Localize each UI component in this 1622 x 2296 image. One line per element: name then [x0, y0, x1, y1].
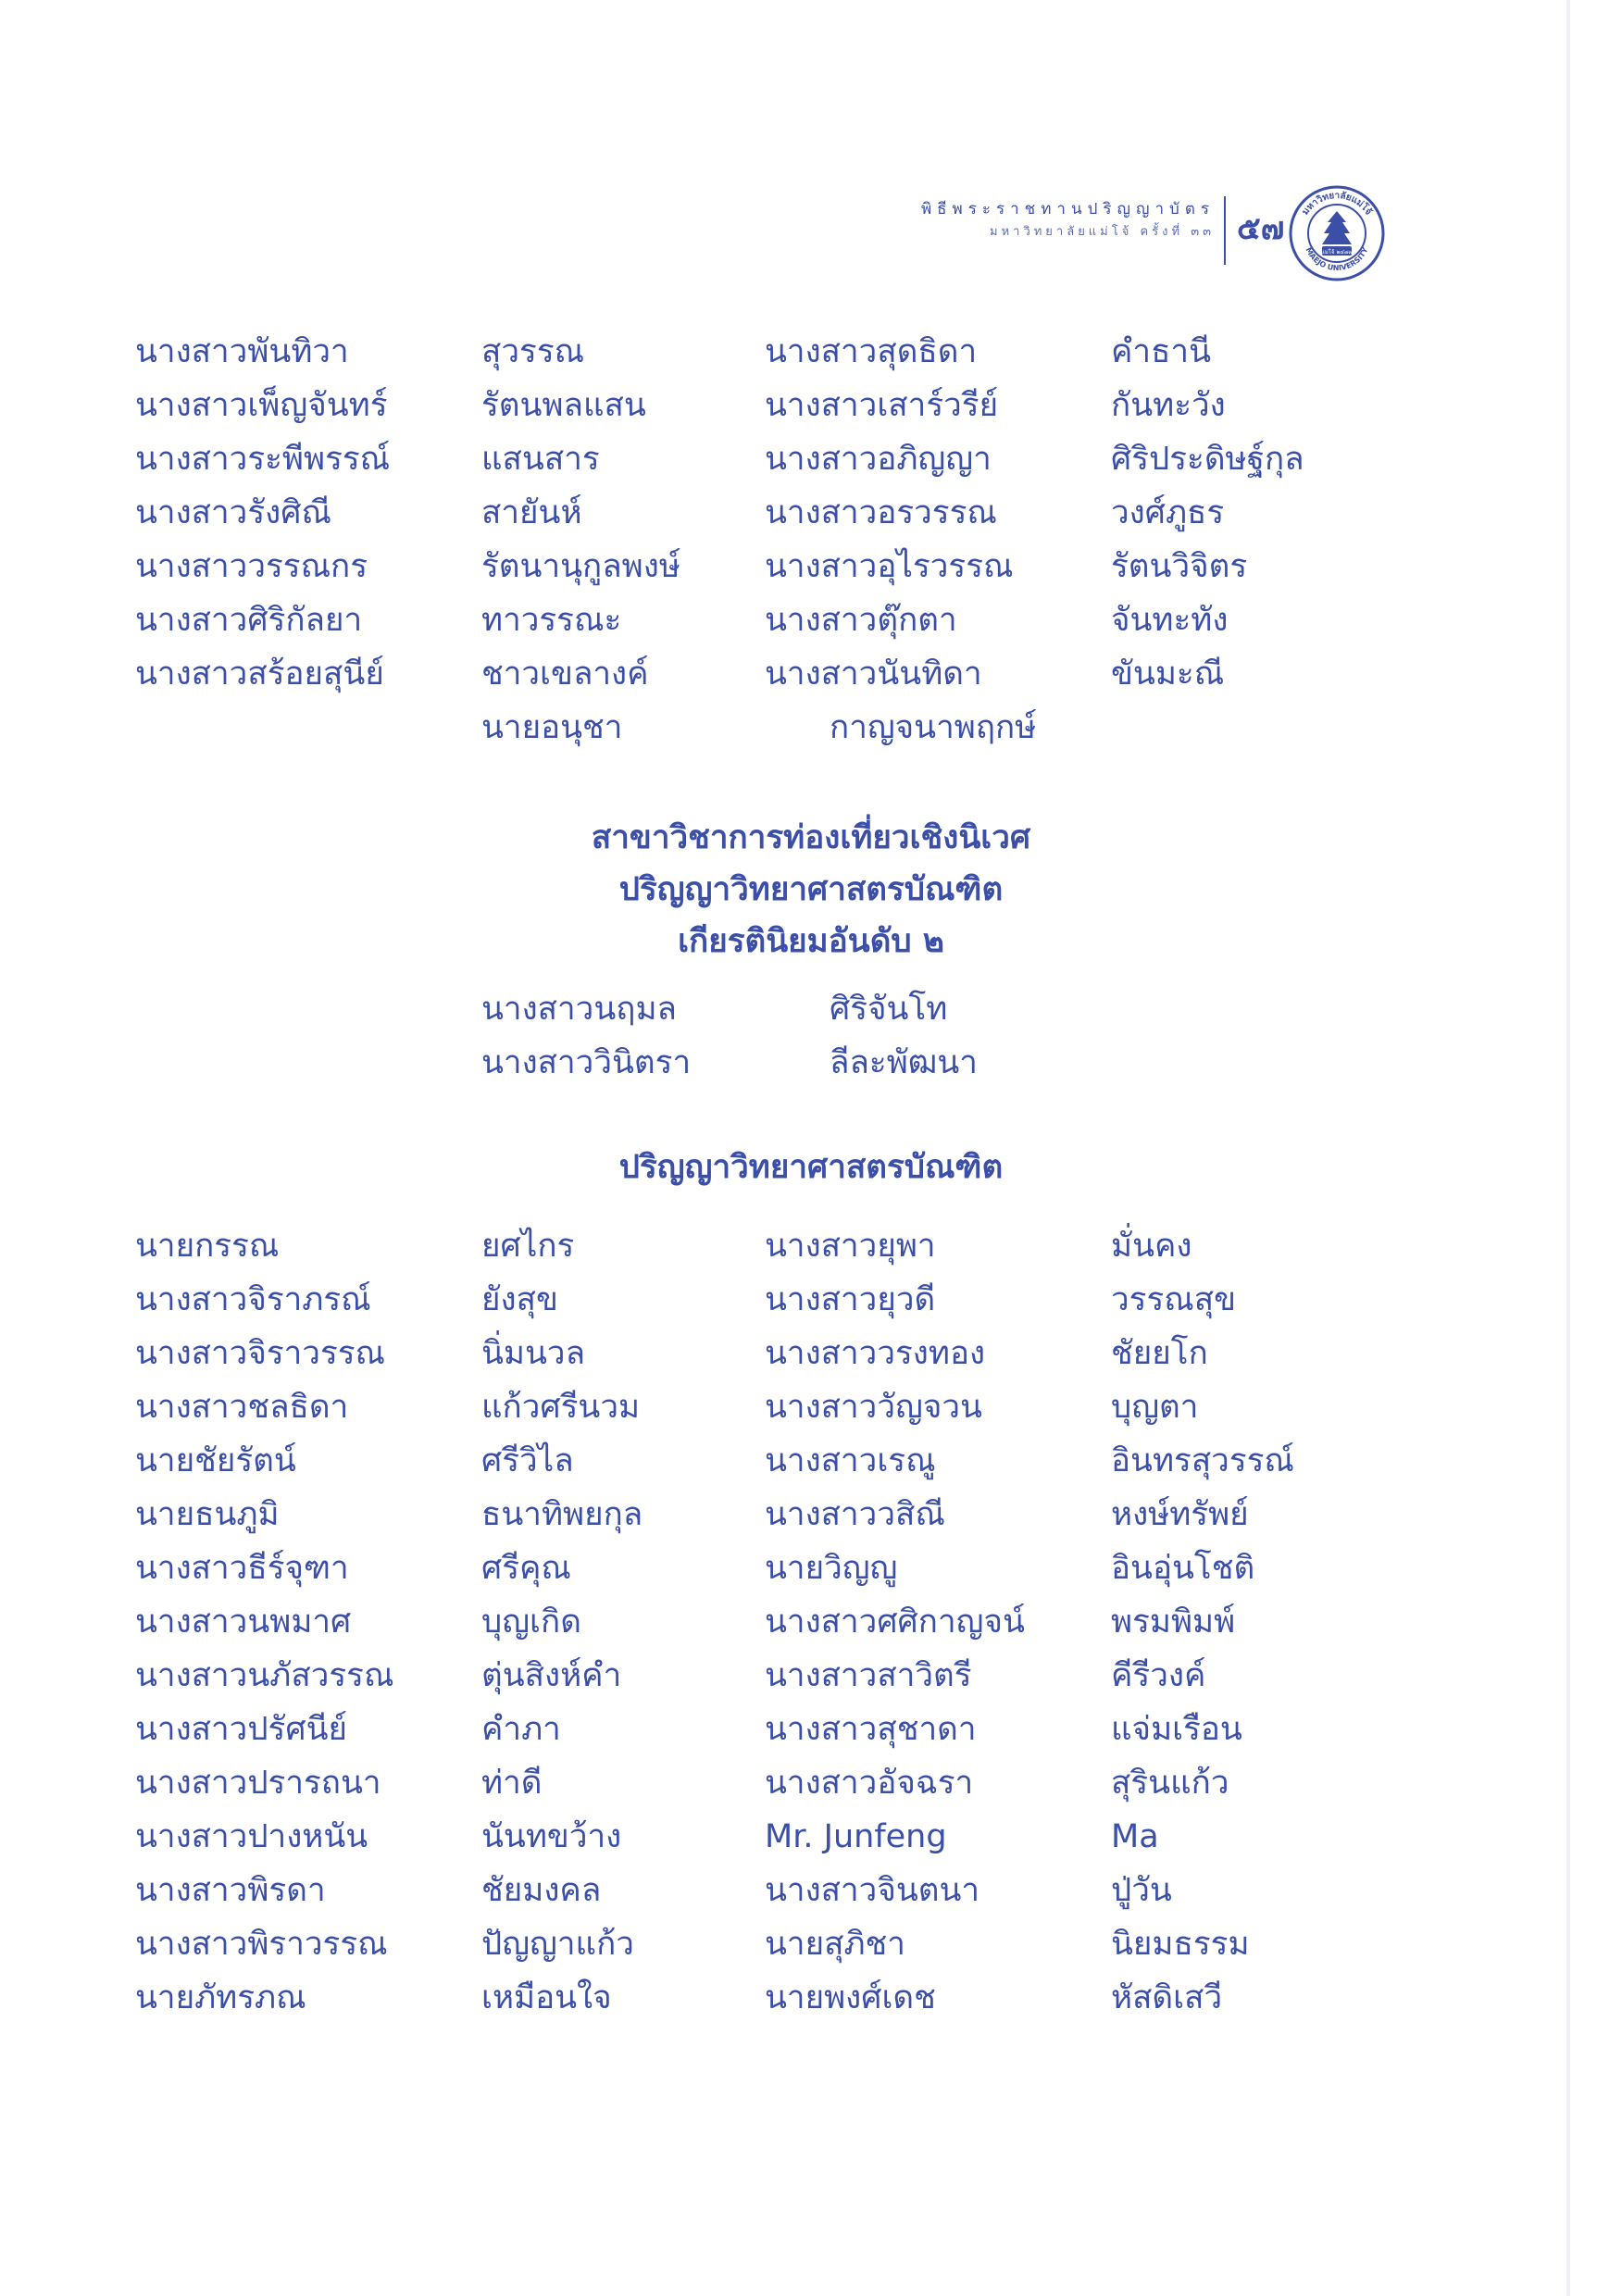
first-name: นางสาวอรวรรณ	[765, 494, 997, 531]
last-name: ศิริประดิษฐ์กุล	[1111, 441, 1304, 478]
first-name: นางสาวจินตนา	[765, 1872, 980, 1909]
last-name: นิยมธรรม	[1111, 1926, 1250, 1963]
first-name: นางสาวนภัสวรรณ	[135, 1657, 394, 1694]
first-name: นางสาวจิราภรณ์	[135, 1281, 371, 1318]
first-name: นางสาวธีร์จุฑา	[135, 1550, 349, 1587]
first-name: นางสาวปรารถนา	[135, 1765, 381, 1802]
last-name: เหมือนใจ	[481, 1979, 612, 2016]
first-name: นางสาววินิตรา	[481, 1044, 692, 1081]
first-name: นางสาวศศิกาญจน์	[765, 1603, 1025, 1641]
seal-text-bottom: MAEJO UNIVERSITY	[1304, 245, 1370, 273]
first-name: นางสาวสุชาดา	[765, 1711, 977, 1748]
seal-text-top: มหาวิทยาลัยแม่โจ้	[1300, 190, 1374, 218]
first-name: นางสาวอัจฉรา	[765, 1765, 974, 1802]
last-name: หัสดิเสวี	[1111, 1979, 1223, 2016]
last-name: สุรินแก้ว	[1111, 1765, 1229, 1802]
first-name: นางสาวนฤมล	[481, 991, 677, 1028]
last-name: ศรีวิไล	[481, 1442, 574, 1479]
last-name: ปู่วัน	[1111, 1872, 1172, 1909]
ceremony-header	[921, 196, 1215, 243]
first-name: นายสุภิชา	[765, 1926, 905, 1963]
last-name: ลีละพัฒนา	[830, 1044, 978, 1081]
seal-center-text: แม่โจ้ ๒๔๗๗	[1321, 249, 1353, 256]
last-name: ท่าดี	[481, 1765, 543, 1802]
last-name: สุวรรณ	[481, 333, 585, 370]
first-name: นางสาวสาวิตรี	[765, 1657, 972, 1694]
last-name: จันทะทัง	[1111, 602, 1229, 639]
ceremony-subtitle: มหาวิทยาลัยแม่โจ้ ครั้งที่ ๓๓	[990, 225, 1215, 239]
first-name: นางสาววรงทอง	[765, 1335, 986, 1372]
degree-heading-regular: ปริญญาวิทยาศาสตรบัณฑิต	[618, 1149, 1004, 1186]
last-name: คำธานี	[1111, 333, 1212, 370]
first-name: นางสาววสิณี	[765, 1496, 945, 1533]
last-name: แจ่มเรือน	[1111, 1711, 1242, 1748]
last-name: ปัญญาแก้ว	[481, 1926, 634, 1963]
last-name: มั่นคง	[1111, 1228, 1192, 1265]
first-name: นางสาวยุวดี	[765, 1281, 936, 1318]
first-name: นางสาวระพีพรรณ์	[135, 441, 391, 478]
first-name: นายกรรณ	[135, 1228, 280, 1265]
last-name: อินทรสุวรรณ์	[1111, 1442, 1294, 1479]
last-name: สายันห์	[481, 494, 582, 531]
first-name: นายอนุชา	[481, 709, 623, 746]
last-name: พรมพิมพ์	[1111, 1603, 1236, 1641]
ceremony-title: พิธีพระราชทานปริญญาบัตร	[920, 200, 1215, 218]
first-name: นางสาววัญจวน	[765, 1389, 982, 1426]
last-name: ศรีคุณ	[481, 1550, 571, 1587]
first-name: นายชัยรัตน์	[135, 1442, 296, 1479]
last-name: อินอุ่นโชติ	[1111, 1550, 1255, 1587]
last-name: รัตนพลแสน	[481, 387, 646, 424]
first-name: นางสาวเรณู	[765, 1442, 936, 1479]
first-name: นางสาวชลธิดา	[135, 1389, 349, 1426]
first-name: นายวิญญู	[765, 1550, 898, 1587]
header-divider	[1224, 196, 1226, 265]
last-name: ชาวเขลางค์	[481, 655, 649, 693]
first-name: นางสาวตุ๊กตา	[765, 602, 957, 639]
last-name: ธนาทิพยกุล	[481, 1496, 643, 1533]
last-name: นันทขว้าง	[481, 1818, 622, 1855]
program-heading: สาขาวิชาการท่องเที่ยวเชิงนิเวศ	[591, 819, 1031, 856]
last-name: ศิริจันโท	[830, 991, 948, 1028]
first-name: นางสาวพิรดา	[135, 1872, 326, 1909]
page-number: ๕๗	[1237, 210, 1285, 247]
first-name: นางสาวนันทิดา	[765, 655, 982, 693]
first-name: นางสาวจิราวรรณ	[135, 1335, 386, 1372]
last-name: ทาวรรณะ	[481, 602, 622, 639]
first-name: นางสาวปรัศนีย์	[135, 1711, 348, 1748]
first-name: นางสาวพิราวรรณ	[135, 1926, 388, 1963]
first-name: นางสาววรรณกร	[135, 548, 368, 585]
last-name: นิ่มนวล	[481, 1335, 586, 1372]
degree-heading: ปริญญาวิทยาศาสตรบัณฑิต	[618, 871, 1004, 908]
first-name: นายธนภูมิ	[135, 1496, 280, 1533]
last-name: กาญจนาพฤกษ์	[830, 709, 1037, 746]
last-name: แสนสาร	[481, 441, 600, 478]
first-name: นางสาวเพ็ญจันทร์	[135, 387, 388, 424]
first-name: นางสาวสร้อยสุนีย์	[135, 655, 384, 693]
last-name: ยังสุข	[481, 1281, 558, 1318]
first-name: นางสาวอุไรวรรณ	[765, 548, 1014, 585]
first-name: นายภัทรภณ	[135, 1979, 306, 2016]
last-name: รัตนวิจิตร	[1111, 548, 1248, 585]
first-name: นางสาวศิริกัลยา	[135, 602, 363, 639]
last-name: กันทะวัง	[1111, 387, 1226, 424]
first-name: นางสาวปางหนัน	[135, 1818, 368, 1855]
first-name: Mr. Junfeng	[765, 1818, 947, 1855]
first-name: นางสาวรังศิณี	[135, 494, 331, 531]
last-name: คีรีวงค์	[1111, 1657, 1206, 1694]
honors-heading: เกียรตินิยมอันดับ ๒	[678, 923, 944, 960]
first-name: นางสาวพันทิวา	[135, 333, 349, 370]
last-name: ขันมะณี	[1111, 655, 1225, 693]
last-name: ตุ่นสิงห์คำ	[481, 1657, 622, 1694]
last-name: แก้วศรีนวม	[481, 1389, 641, 1426]
first-name: นางสาวอภิญญา	[765, 441, 992, 478]
last-name: วรรณสุข	[1111, 1281, 1237, 1318]
last-name: บุญเกิด	[481, 1603, 581, 1641]
first-name: นายพงศ์เดช	[765, 1979, 936, 2016]
last-name: บุญตา	[1111, 1389, 1199, 1426]
last-name: วงศ์ภูธร	[1111, 494, 1225, 531]
first-name: นางสาวเสาร์วรีย์	[765, 387, 999, 424]
last-name: ชัยยโก	[1111, 1335, 1208, 1372]
university-seal-icon	[1289, 185, 1385, 281]
first-name: นางสาวนพมาศ	[135, 1603, 352, 1641]
first-name: นางสาวยุพา	[765, 1228, 936, 1265]
last-name: ยศไกร	[481, 1228, 575, 1265]
last-name: ชัยมงคล	[481, 1872, 602, 1909]
last-name: คำภา	[481, 1711, 561, 1748]
first-name: นางสาวสุดธิดา	[765, 333, 978, 370]
last-name: Ma	[1111, 1818, 1159, 1855]
last-name: หงษ์ทรัพย์	[1111, 1496, 1249, 1533]
last-name: รัตนานุกูลพงษ์	[481, 548, 680, 585]
